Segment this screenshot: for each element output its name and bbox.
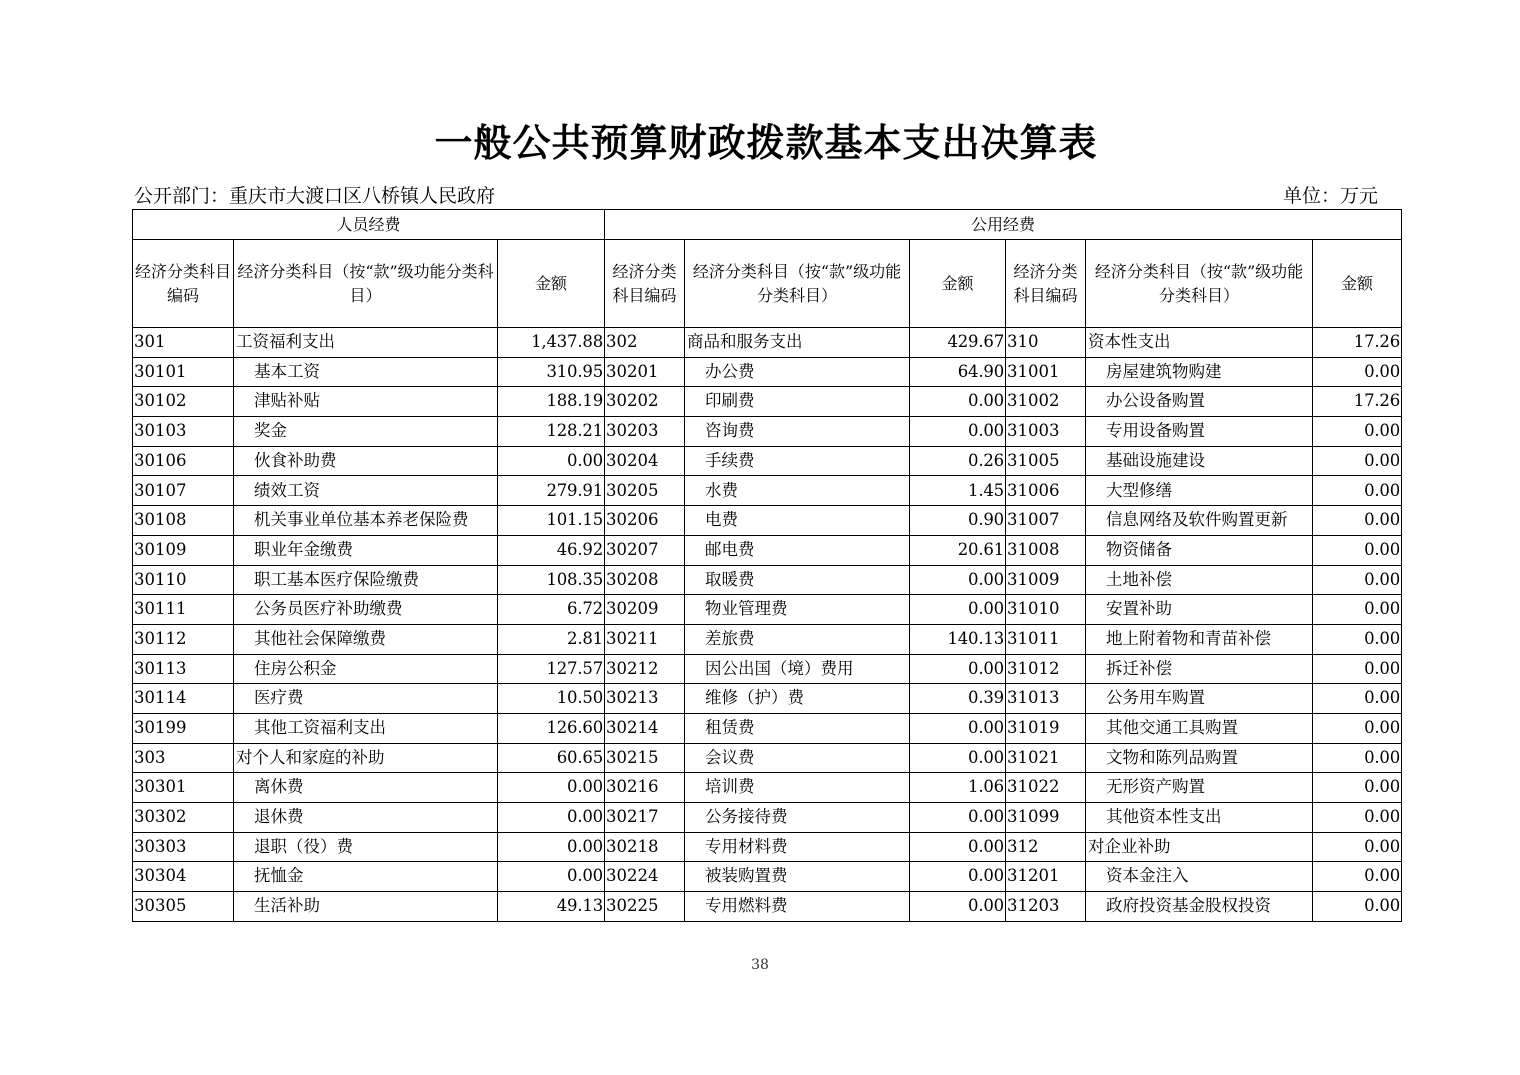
cell-amount: 20.61 bbox=[910, 535, 1006, 565]
cell-name: 专用燃料费 bbox=[685, 892, 910, 922]
cell-name: 物业管理费 bbox=[685, 595, 910, 625]
cell-amount: 0.00 bbox=[498, 803, 605, 833]
cell-amount: 0.00 bbox=[1313, 862, 1402, 892]
table-row bbox=[133, 803, 1402, 833]
header-code: 经济分类科目编码 bbox=[1006, 240, 1086, 328]
cell-name: 医疗费 bbox=[234, 684, 498, 714]
cell-name: 公务接待费 bbox=[685, 803, 910, 833]
table-row bbox=[133, 743, 1402, 773]
cell-code: 31011 bbox=[1006, 624, 1086, 654]
cell-code: 31005 bbox=[1006, 446, 1086, 476]
header-code: 经济分类科目编码 bbox=[133, 240, 234, 328]
cell-name: 取暖费 bbox=[685, 565, 910, 595]
cell-code: 30110 bbox=[133, 565, 234, 595]
cell-code: 30204 bbox=[605, 446, 685, 476]
table-row bbox=[133, 892, 1402, 922]
cell-code: 30305 bbox=[133, 892, 234, 922]
department-label: 公开部门：重庆市大渡口区八桥镇人民政府 bbox=[134, 185, 496, 207]
cell-code: 30205 bbox=[605, 476, 685, 506]
cell-name: 土地补偿 bbox=[1086, 565, 1313, 595]
cell-code: 30203 bbox=[605, 417, 685, 447]
cell-code: 31003 bbox=[1006, 417, 1086, 447]
cell-name: 对个人和家庭的补助 bbox=[234, 743, 498, 773]
cell-name: 其他交通工具购置 bbox=[1086, 713, 1313, 743]
cell-amount: 429.67 bbox=[910, 328, 1006, 358]
cell-code: 31006 bbox=[1006, 476, 1086, 506]
column-header-row bbox=[133, 240, 1402, 328]
cell-amount: 1,437.88 bbox=[498, 328, 605, 358]
cell-amount: 0.00 bbox=[910, 743, 1006, 773]
cell-code: 31010 bbox=[1006, 595, 1086, 625]
table-row bbox=[133, 565, 1402, 595]
cell-name: 安置补助 bbox=[1086, 595, 1313, 625]
header-amount: 金额 bbox=[910, 240, 1006, 328]
table-row bbox=[133, 832, 1402, 862]
cell-name: 生活补助 bbox=[234, 892, 498, 922]
table-row bbox=[133, 535, 1402, 565]
cell-amount: 46.92 bbox=[498, 535, 605, 565]
cell-code: 30212 bbox=[605, 654, 685, 684]
cell-code: 30302 bbox=[133, 803, 234, 833]
cell-name: 资本性支出 bbox=[1086, 328, 1313, 358]
cell-amount: 0.00 bbox=[1313, 476, 1402, 506]
cell-name: 工资福利支出 bbox=[234, 328, 498, 358]
cell-name: 水费 bbox=[685, 476, 910, 506]
cell-code: 30211 bbox=[605, 624, 685, 654]
cell-amount: 127.57 bbox=[498, 654, 605, 684]
cell-code: 310 bbox=[1006, 328, 1086, 358]
cell-code: 30209 bbox=[605, 595, 685, 625]
cell-amount: 0.00 bbox=[1313, 535, 1402, 565]
cell-amount: 0.00 bbox=[1313, 832, 1402, 862]
cell-amount: 101.15 bbox=[498, 506, 605, 536]
cell-amount: 0.00 bbox=[910, 595, 1006, 625]
cell-code: 30202 bbox=[605, 387, 685, 417]
group-personnel: 人员经费 bbox=[133, 210, 605, 240]
cell-code: 30301 bbox=[133, 773, 234, 803]
cell-code: 30213 bbox=[605, 684, 685, 714]
cell-amount: 0.00 bbox=[1313, 357, 1402, 387]
cell-code: 31012 bbox=[1006, 654, 1086, 684]
cell-amount: 0.26 bbox=[910, 446, 1006, 476]
cell-name: 其他社会保障缴费 bbox=[234, 624, 498, 654]
cell-amount: 0.00 bbox=[1313, 506, 1402, 536]
cell-amount: 0.39 bbox=[910, 684, 1006, 714]
cell-amount: 0.00 bbox=[910, 713, 1006, 743]
cell-code: 30304 bbox=[133, 862, 234, 892]
cell-code: 30111 bbox=[133, 595, 234, 625]
cell-name: 拆迁补偿 bbox=[1086, 654, 1313, 684]
cell-amount: 0.00 bbox=[910, 862, 1006, 892]
cell-amount: 0.00 bbox=[910, 387, 1006, 417]
cell-name: 物资储备 bbox=[1086, 535, 1313, 565]
cell-amount: 0.00 bbox=[1313, 624, 1402, 654]
cell-name: 专用材料费 bbox=[685, 832, 910, 862]
cell-name: 伙食补助费 bbox=[234, 446, 498, 476]
cell-code: 30101 bbox=[133, 357, 234, 387]
cell-code: 31007 bbox=[1006, 506, 1086, 536]
cell-name: 职业年金缴费 bbox=[234, 535, 498, 565]
cell-name: 资本金注入 bbox=[1086, 862, 1313, 892]
cell-amount: 0.00 bbox=[1313, 892, 1402, 922]
cell-amount: 2.81 bbox=[498, 624, 605, 654]
cell-code: 30109 bbox=[133, 535, 234, 565]
table-row bbox=[133, 417, 1402, 447]
cell-name: 基础设施建设 bbox=[1086, 446, 1313, 476]
table-row bbox=[133, 595, 1402, 625]
cell-amount: 17.26 bbox=[1313, 328, 1402, 358]
cell-name: 其他资本性支出 bbox=[1086, 803, 1313, 833]
cell-name: 住房公积金 bbox=[234, 654, 498, 684]
cell-amount: 0.00 bbox=[1313, 684, 1402, 714]
cell-name: 其他工资福利支出 bbox=[234, 713, 498, 743]
table-row bbox=[133, 476, 1402, 506]
cell-code: 31022 bbox=[1006, 773, 1086, 803]
cell-name: 文物和陈列品购置 bbox=[1086, 743, 1313, 773]
cell-amount: 279.91 bbox=[498, 476, 605, 506]
cell-name: 津贴补贴 bbox=[234, 387, 498, 417]
cell-code: 30113 bbox=[133, 654, 234, 684]
unit-label: 单位：万元 bbox=[1283, 185, 1379, 207]
cell-name: 离休费 bbox=[234, 773, 498, 803]
cell-amount: 0.00 bbox=[1313, 773, 1402, 803]
cell-code: 31201 bbox=[1006, 862, 1086, 892]
header-code: 经济分类科目编码 bbox=[605, 240, 685, 328]
table-row bbox=[133, 357, 1402, 387]
cell-code: 31008 bbox=[1006, 535, 1086, 565]
header-name: 经济分类科目（按“款”级功能分类科目） bbox=[234, 240, 498, 328]
cell-name: 公务员医疗补助缴费 bbox=[234, 595, 498, 625]
cell-amount: 0.00 bbox=[498, 446, 605, 476]
cell-name: 办公费 bbox=[685, 357, 910, 387]
cell-amount: 128.21 bbox=[498, 417, 605, 447]
cell-code: 30207 bbox=[605, 535, 685, 565]
budget-table bbox=[132, 209, 1402, 922]
cell-code: 30225 bbox=[605, 892, 685, 922]
cell-code: 30103 bbox=[133, 417, 234, 447]
cell-code: 30112 bbox=[133, 624, 234, 654]
cell-code: 30114 bbox=[133, 684, 234, 714]
cell-code: 30107 bbox=[133, 476, 234, 506]
cell-amount: 0.00 bbox=[1313, 446, 1402, 476]
cell-code: 31009 bbox=[1006, 565, 1086, 595]
cell-amount: 108.35 bbox=[498, 565, 605, 595]
cell-code: 31019 bbox=[1006, 713, 1086, 743]
cell-amount: 0.00 bbox=[1313, 565, 1402, 595]
cell-name: 商品和服务支出 bbox=[685, 328, 910, 358]
cell-name: 会议费 bbox=[685, 743, 910, 773]
cell-name: 退职（役）费 bbox=[234, 832, 498, 862]
cell-amount: 0.00 bbox=[498, 862, 605, 892]
cell-name: 房屋建筑物购建 bbox=[1086, 357, 1313, 387]
cell-amount: 0.00 bbox=[1313, 803, 1402, 833]
group-header-row bbox=[133, 210, 1402, 240]
cell-name: 地上附着物和青苗补偿 bbox=[1086, 624, 1313, 654]
table-row bbox=[133, 713, 1402, 743]
table-row bbox=[133, 862, 1402, 892]
cell-name: 因公出国（境）费用 bbox=[685, 654, 910, 684]
cell-code: 312 bbox=[1006, 832, 1086, 862]
cell-name: 绩效工资 bbox=[234, 476, 498, 506]
cell-amount: 0.00 bbox=[910, 803, 1006, 833]
cell-name: 印刷费 bbox=[685, 387, 910, 417]
cell-code: 30206 bbox=[605, 506, 685, 536]
cell-name: 邮电费 bbox=[685, 535, 910, 565]
cell-name: 信息网络及软件购置更新 bbox=[1086, 506, 1313, 536]
cell-name: 被装购置费 bbox=[685, 862, 910, 892]
cell-name: 手续费 bbox=[685, 446, 910, 476]
header-amount: 金额 bbox=[1313, 240, 1402, 328]
header-amount: 金额 bbox=[498, 240, 605, 328]
cell-name: 咨询费 bbox=[685, 417, 910, 447]
cell-amount: 0.00 bbox=[1313, 743, 1402, 773]
cell-name: 租赁费 bbox=[685, 713, 910, 743]
cell-amount: 0.00 bbox=[910, 892, 1006, 922]
cell-amount: 188.19 bbox=[498, 387, 605, 417]
cell-amount: 1.45 bbox=[910, 476, 1006, 506]
table-row bbox=[133, 624, 1402, 654]
table-row bbox=[133, 328, 1402, 358]
cell-name: 基本工资 bbox=[234, 357, 498, 387]
cell-code: 31203 bbox=[1006, 892, 1086, 922]
cell-amount: 0.00 bbox=[1313, 713, 1402, 743]
cell-code: 30201 bbox=[605, 357, 685, 387]
cell-code: 30224 bbox=[605, 862, 685, 892]
cell-code: 30215 bbox=[605, 743, 685, 773]
cell-amount: 60.65 bbox=[498, 743, 605, 773]
cell-name: 公务用车购置 bbox=[1086, 684, 1313, 714]
cell-code: 30303 bbox=[133, 832, 234, 862]
cell-amount: 49.13 bbox=[498, 892, 605, 922]
cell-amount: 310.95 bbox=[498, 357, 605, 387]
table-row bbox=[133, 446, 1402, 476]
table-row bbox=[133, 387, 1402, 417]
cell-name: 奖金 bbox=[234, 417, 498, 447]
cell-code: 30214 bbox=[605, 713, 685, 743]
cell-amount: 0.00 bbox=[910, 565, 1006, 595]
cell-code: 30208 bbox=[605, 565, 685, 595]
cell-amount: 1.06 bbox=[910, 773, 1006, 803]
cell-code: 31013 bbox=[1006, 684, 1086, 714]
cell-amount: 0.00 bbox=[910, 832, 1006, 862]
cell-amount: 10.50 bbox=[498, 684, 605, 714]
cell-code: 31001 bbox=[1006, 357, 1086, 387]
cell-amount: 0.00 bbox=[498, 773, 605, 803]
cell-code: 30102 bbox=[133, 387, 234, 417]
cell-amount: 0.00 bbox=[1313, 595, 1402, 625]
cell-name: 无形资产购置 bbox=[1086, 773, 1313, 803]
cell-code: 30218 bbox=[605, 832, 685, 862]
cell-amount: 0.00 bbox=[910, 654, 1006, 684]
table-row bbox=[133, 684, 1402, 714]
cell-name: 差旅费 bbox=[685, 624, 910, 654]
cell-amount: 0.00 bbox=[910, 417, 1006, 447]
cell-name: 职工基本医疗保险缴费 bbox=[234, 565, 498, 595]
cell-amount: 64.90 bbox=[910, 357, 1006, 387]
group-public: 公用经费 bbox=[605, 210, 1402, 240]
cell-name: 退休费 bbox=[234, 803, 498, 833]
header-name: 经济分类科目（按“款”级功能分类科目） bbox=[1086, 240, 1313, 328]
cell-name: 办公设备购置 bbox=[1086, 387, 1313, 417]
cell-amount: 0.00 bbox=[1313, 654, 1402, 684]
cell-code: 301 bbox=[133, 328, 234, 358]
table-row bbox=[133, 654, 1402, 684]
cell-name: 专用设备购置 bbox=[1086, 417, 1313, 447]
cell-code: 30108 bbox=[133, 506, 234, 536]
cell-name: 机关事业单位基本养老保险费 bbox=[234, 506, 498, 536]
cell-name: 抚恤金 bbox=[234, 862, 498, 892]
table-row bbox=[133, 773, 1402, 803]
cell-amount: 126.60 bbox=[498, 713, 605, 743]
cell-code: 30106 bbox=[133, 446, 234, 476]
cell-name: 电费 bbox=[685, 506, 910, 536]
cell-amount: 140.13 bbox=[910, 624, 1006, 654]
table-row bbox=[133, 506, 1402, 536]
cell-code: 30217 bbox=[605, 803, 685, 833]
cell-amount: 6.72 bbox=[498, 595, 605, 625]
cell-name: 维修（护）费 bbox=[685, 684, 910, 714]
cell-code: 303 bbox=[133, 743, 234, 773]
cell-name: 对企业补助 bbox=[1086, 832, 1313, 862]
cell-amount: 0.00 bbox=[1313, 417, 1402, 447]
cell-name: 政府投资基金股权投资 bbox=[1086, 892, 1313, 922]
cell-amount: 0.90 bbox=[910, 506, 1006, 536]
cell-amount: 0.00 bbox=[498, 832, 605, 862]
cell-code: 30199 bbox=[133, 713, 234, 743]
header-name: 经济分类科目（按“款”级功能分类科目） bbox=[685, 240, 910, 328]
cell-amount: 17.26 bbox=[1313, 387, 1402, 417]
cell-name: 大型修缮 bbox=[1086, 476, 1313, 506]
cell-code: 31021 bbox=[1006, 743, 1086, 773]
page-number: 38 bbox=[751, 957, 769, 973]
cell-name: 培训费 bbox=[685, 773, 910, 803]
cell-code: 30216 bbox=[605, 773, 685, 803]
page-title: 一般公共预算财政拨款基本支出决算表 bbox=[434, 121, 1098, 165]
cell-code: 31002 bbox=[1006, 387, 1086, 417]
cell-code: 31099 bbox=[1006, 803, 1086, 833]
cell-code: 302 bbox=[605, 328, 685, 358]
